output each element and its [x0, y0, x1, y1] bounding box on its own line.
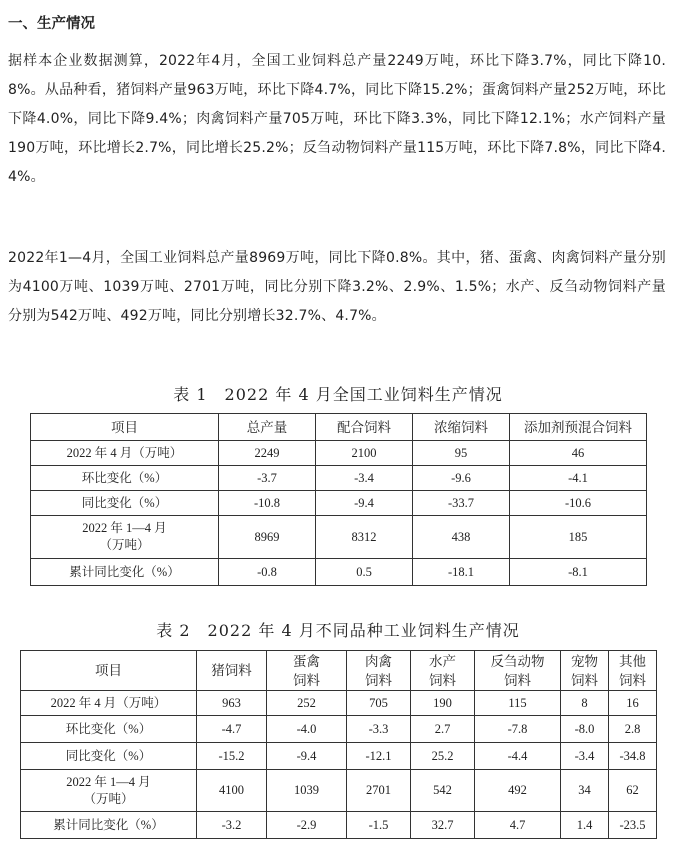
table-row	[21, 743, 657, 770]
header-line2: 饲料	[293, 672, 320, 688]
table-cell: -9.4	[316, 491, 413, 516]
table-cell: -4.1	[510, 466, 647, 491]
table-cell: 8969	[219, 516, 316, 559]
row-label: 同比变化（%）	[31, 491, 219, 516]
row-label-line2: （万吨）	[83, 791, 134, 806]
header-line2: 饲料	[365, 672, 392, 688]
table1-caption: 表 1 2022 年 4 月全国工业饲料生产情况	[173, 385, 503, 404]
table-cell: 963	[197, 691, 267, 716]
table-cell: 2249	[219, 441, 316, 466]
table-row	[21, 691, 657, 716]
table2-header	[609, 651, 657, 691]
table-row	[21, 770, 657, 812]
table1-header: 添加剂预混合饲料	[510, 414, 647, 441]
row-label-line1: 2022 年 1—4 月	[82, 521, 167, 535]
table-cell: 95	[413, 441, 510, 466]
table-cell: -10.6	[510, 491, 647, 516]
table-cell: 62	[609, 770, 657, 812]
section-heading: 一、生产情况	[8, 16, 95, 32]
table-cell: -8.1	[510, 559, 647, 586]
paragraph-cumulative: 2022年1—4月，全国工业饲料总产量8969万吨，同比下降0.8%。其中，猪、蛋禽、肉禽饲料产量分别为4100万吨、1039万吨、2701万吨，同比分别下降3.2%、2.9%、1.5%；水产、反刍动物饲料产量分别为542万吨、492万吨，同比分别增长32.7%、4.7%。	[8, 250, 666, 324]
table-cell: 46	[510, 441, 647, 466]
header-line1: 水产	[429, 653, 456, 669]
table-cell: -1.5	[347, 812, 411, 839]
table-cell: 2.8	[609, 716, 657, 743]
table-cell: 2701	[347, 770, 411, 812]
table-cell: -34.8	[609, 743, 657, 770]
table-cell: -15.2	[197, 743, 267, 770]
table-cell: -12.1	[347, 743, 411, 770]
table-cell: -2.9	[267, 812, 347, 839]
table-cell: -4.0	[267, 716, 347, 743]
row-label	[31, 516, 219, 559]
table-cell: 4.7	[475, 812, 561, 839]
table-row	[31, 491, 647, 516]
table-cell: -3.4	[561, 743, 609, 770]
table2	[20, 650, 657, 839]
table1-header: 总产量	[219, 414, 316, 441]
table-row	[31, 516, 647, 559]
table2-header	[475, 651, 561, 691]
row-label: 累计同比变化（%）	[31, 559, 219, 586]
table-row	[21, 812, 657, 839]
table-cell: 190	[411, 691, 475, 716]
row-label	[21, 770, 197, 812]
table2-header	[561, 651, 609, 691]
table2-header: 猪饲料	[197, 651, 267, 691]
table-cell: 1039	[267, 770, 347, 812]
table2-header	[411, 651, 475, 691]
table1-header: 配合饲料	[316, 414, 413, 441]
table-cell: -33.7	[413, 491, 510, 516]
table-cell: 8	[561, 691, 609, 716]
table-cell: 16	[609, 691, 657, 716]
table-cell: 4100	[197, 770, 267, 812]
header-line1: 蛋禽	[293, 653, 320, 669]
table-cell: 492	[475, 770, 561, 812]
table-row	[21, 716, 657, 743]
header-line1: 其他	[619, 653, 646, 669]
table-cell: 115	[475, 691, 561, 716]
table-cell: 2.7	[411, 716, 475, 743]
paragraph-monthly: 据样本企业数据测算，2022年4月，全国工业饲料总产量2249万吨，环比下降3.7%，同比下降10.8%。从品种看，猪饲料产量963万吨，环比下降4.7%，同比下降15.2%；蛋禽饲料产量252万吨，环比下降4.0%，同比下降9.4%；肉禽饲料产量705万吨，环比下降3.3%，同比下降12.1%；水产饲料产量190万吨，环比增长2.7%，同比增长25.2%；反刍动物饲料产量115万吨，环比下降7.8%，同比下降4.4%。	[8, 53, 666, 185]
table-cell: -23.5	[609, 812, 657, 839]
header-line2: 饲料	[429, 672, 456, 688]
table-cell: 34	[561, 770, 609, 812]
table-cell: -3.4	[316, 466, 413, 491]
table-cell: -18.1	[413, 559, 510, 586]
table-cell: -0.8	[219, 559, 316, 586]
row-label: 环比变化（%）	[31, 466, 219, 491]
row-label: 2022 年 4 月（万吨）	[31, 441, 219, 466]
table2-header: 项目	[21, 651, 197, 691]
row-label-line2: （万吨）	[99, 538, 150, 552]
table-cell: -10.8	[219, 491, 316, 516]
row-label-line1: 2022 年 1—4 月	[66, 774, 151, 789]
row-label: 同比变化（%）	[21, 743, 197, 770]
table-cell: -8.0	[561, 716, 609, 743]
table-cell: -3.3	[347, 716, 411, 743]
table2-caption: 表 2 2022 年 4 月不同品种工业饲料生产情况	[156, 621, 520, 640]
table-cell: -7.8	[475, 716, 561, 743]
header-line1: 反刍动物	[490, 653, 545, 669]
header-line2: 饲料	[504, 672, 531, 688]
table-cell: 252	[267, 691, 347, 716]
row-label: 累计同比变化（%）	[21, 812, 197, 839]
table2-header	[267, 651, 347, 691]
header-line1: 宠物	[571, 653, 598, 669]
table-cell: 438	[413, 516, 510, 559]
table-cell: 1.4	[561, 812, 609, 839]
table-cell: 2100	[316, 441, 413, 466]
table2-header-row	[21, 651, 657, 691]
table-cell: -4.7	[197, 716, 267, 743]
table-cell: 705	[347, 691, 411, 716]
table-row	[31, 466, 647, 491]
table-row	[31, 559, 647, 586]
table-cell: 8312	[316, 516, 413, 559]
table-cell: -3.7	[219, 466, 316, 491]
table1-header: 浓缩饲料	[413, 414, 510, 441]
table-row	[31, 441, 647, 466]
header-line2: 饲料	[571, 672, 598, 688]
table1-header: 项目	[31, 414, 219, 441]
row-label: 环比变化（%）	[21, 716, 197, 743]
table1	[30, 413, 647, 586]
header-line2: 饲料	[619, 672, 646, 688]
table-cell: -9.4	[267, 743, 347, 770]
table-cell: -9.6	[413, 466, 510, 491]
header-line1: 肉禽	[365, 653, 392, 669]
row-label: 2022 年 4 月（万吨）	[21, 691, 197, 716]
table-cell: 25.2	[411, 743, 475, 770]
table-cell: 542	[411, 770, 475, 812]
table-cell: -4.4	[475, 743, 561, 770]
table-cell: 0.5	[316, 559, 413, 586]
table-cell: -3.2	[197, 812, 267, 839]
table1-header-row	[31, 414, 647, 441]
table-cell: 32.7	[411, 812, 475, 839]
table2-header	[347, 651, 411, 691]
table-cell: 185	[510, 516, 647, 559]
